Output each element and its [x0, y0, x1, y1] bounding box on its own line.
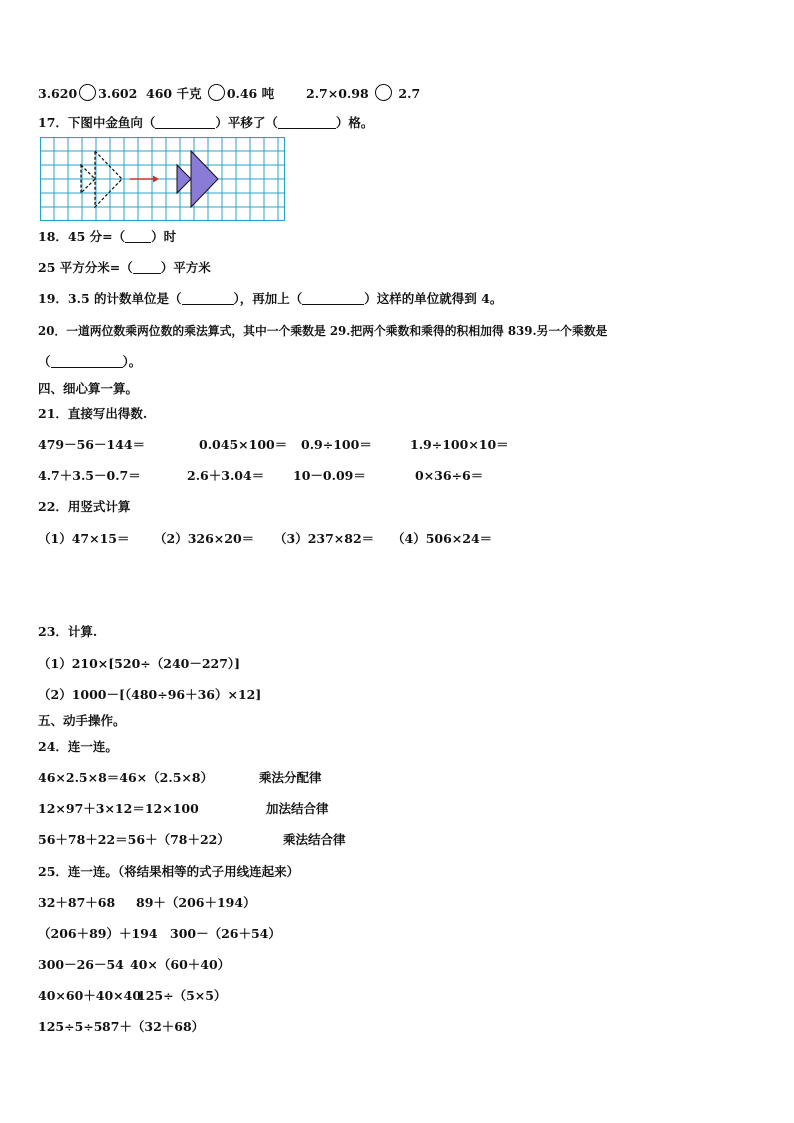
fish-grid-figure [40, 137, 285, 221]
q25-right-3: 40×（60＋40） [130, 957, 231, 972]
question-22-title: 22．用竖式计算 [38, 499, 131, 514]
q25-right-4: 125÷（5×5） [137, 988, 227, 1003]
q23-item-2: （2）1000－[（480÷96＋36）×12] [38, 687, 262, 702]
q22-item-3: （3）237×82＝ [274, 531, 375, 546]
question-18 [38, 229, 176, 245]
compare1-circle[interactable] [79, 84, 96, 101]
q18-text-d: ）平方米 [160, 260, 211, 275]
q17-text-b: ）平移了（ [215, 115, 278, 130]
q18-blank-2[interactable] [133, 261, 161, 274]
q21-r2-c4: 0×36÷6＝ [415, 468, 484, 483]
question-20: 20．一道两位数乘两位数的乘法算式，其中一个乘数是 29.把两个乘数和乘得的积相加得 839.另一个乘数是 [38, 324, 608, 338]
q17-text-c: ）格。 [335, 115, 374, 130]
question-20-line2 [38, 354, 141, 370]
compare2-right: 0.46 吨 [226, 86, 275, 101]
q21-r1-c2: 0.045×100＝ [199, 437, 288, 452]
q24-expr-2: 12×97＋3×12＝12×100 [38, 801, 199, 816]
compare2-circle[interactable] [208, 84, 225, 101]
q25-left-4: 40×60＋40×40 [38, 988, 142, 1003]
compare1-left: 3.620 [38, 86, 78, 101]
q18-text-b: ）时 [151, 229, 177, 244]
q25-left-5: 125÷5÷5 [38, 1019, 103, 1034]
q21-r2-c2: 2.6＋3.04＝ [187, 468, 265, 483]
q21-r1-c1: 479－56－144＝ [38, 437, 146, 452]
q23-item-1: （1）210×[520÷（240－227）] [38, 656, 241, 671]
q19-text-b: ），再加上（ [233, 291, 303, 306]
q25-left-2: （206＋89）＋194 [38, 926, 158, 941]
q17-blank-2[interactable] [278, 116, 336, 129]
q19-blank-1[interactable] [182, 292, 234, 305]
section-4-heading: 四、细心算一算。 [38, 381, 139, 396]
question-25-title: 25．连一连。（将结果相等的式子用线连起来） [38, 864, 300, 879]
q25-right-2: 300－（26＋54） [170, 926, 281, 941]
fish-body-moved [191, 151, 218, 207]
question-21-title: 21．直接写出得数. [38, 406, 148, 421]
q22-item-2: （2）326×20＝ [154, 531, 255, 546]
compare3-right: 2.7 [398, 86, 421, 101]
q21-r1-c3: 0.9÷100＝ [301, 437, 372, 452]
q18-text-a: 18．45 分=（ [38, 229, 126, 244]
q19-text-a: 19．3.5 的计数单位是（ [38, 291, 182, 306]
q24-expr-3: 56＋78＋22＝56＋（78＋22） [38, 832, 230, 847]
q21-r2-c1: 4.7＋3.5－0.7＝ [38, 468, 141, 483]
q25-right-1: 89＋（206＋194） [136, 895, 256, 910]
compare2-left: 460 千克 [146, 86, 202, 101]
q22-item-1: （1）47×15＝ [38, 531, 130, 546]
q24-law-1: 乘法分配律 [259, 770, 322, 785]
grid-lines [40, 137, 285, 221]
question-18-line2 [38, 260, 211, 276]
q25-right-5: 87＋（32＋68） [102, 1019, 205, 1034]
q19-text-c: ）这样的单位就得到 4。 [364, 291, 503, 306]
question-23-title: 23．计算. [38, 624, 98, 639]
q24-expr-1: 46×2.5×8＝46×（2.5×8） [38, 770, 214, 785]
question-24-title: 24．连一连。 [38, 739, 118, 754]
section-5-heading: 五、动手操作。 [38, 713, 126, 728]
compare3-left: 2.7×0.98 [306, 86, 369, 101]
q17-text-a: 17．下图中金鱼向（ [38, 115, 156, 130]
question-17 [38, 115, 373, 131]
q25-left-3: 300－26－54 [38, 957, 124, 972]
q19-blank-2[interactable] [302, 292, 364, 305]
q21-r1-c4: 1.9÷100×10＝ [410, 437, 509, 452]
q20-text-b: ）。 [122, 354, 142, 369]
q20-text-a: （ [38, 354, 51, 369]
q18-text-c: 25 平方分米=（ [38, 260, 133, 275]
q24-law-3: 乘法结合律 [283, 832, 346, 847]
q20-blank[interactable] [51, 355, 123, 368]
question-19 [38, 291, 502, 307]
q17-blank-1[interactable] [155, 116, 215, 129]
q25-left-1: 32＋87＋68 [38, 895, 116, 910]
q21-r2-c3: 10－0.09＝ [293, 468, 366, 483]
move-arrow-head [153, 176, 159, 183]
q18-blank-1[interactable] [125, 230, 151, 243]
q22-item-4: （4）506×24＝ [392, 531, 493, 546]
compare1-right: 3.602 [98, 86, 138, 101]
fish-tail-moved [177, 165, 191, 193]
compare3-circle[interactable] [375, 84, 392, 101]
q24-law-2: 加法结合律 [266, 801, 329, 816]
